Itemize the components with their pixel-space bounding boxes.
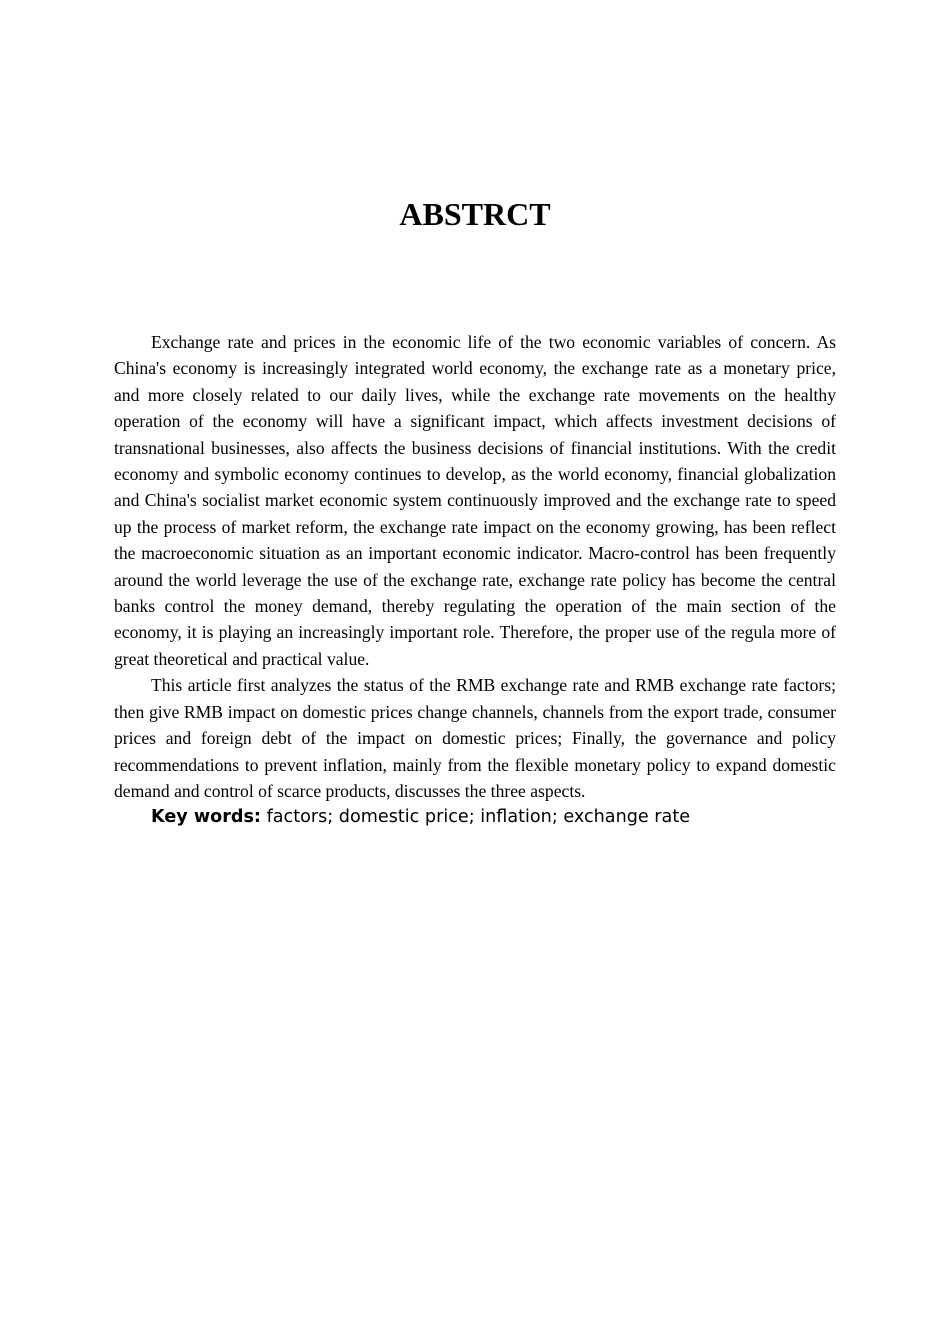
keywords-line (114, 804, 836, 830)
abstract-body (114, 329, 836, 831)
abstract-paragraph-2: This article first analyzes the status of the RMB exchange rate and RMB exchange rate factors; then give RMB impact on domestic prices change channels, channels from the export trade, consumer prices and foreign debt of the impact on domestic prices; Finally, the governance and policy recommendations to prevent inflation, mainly from the flexible monetary policy to expand domestic demand and control of scarce products, discusses the three aspects. (114, 675, 836, 801)
abstract-paragraph-1: Exchange rate and prices in the economic life of the two economic variables of concern. As China's economy is increasingly integrated world economy, the exchange rate as a monetary price, and more closely related to our daily lives, while the exchange rate movements on the healthy operation of the economy will have a significant impact, which affects investment decisions of transnational businesses, also affects the business decisions of financial institutions. With the credit economy and symbolic economy continues to develop, as the world economy, financial globalization and China's socialist market economic system continuously improved and the exchange rate to speed up the process of market reform, the exchange rate impact on the economy growing, has been reflect the macroeconomic situation as an important economic indicator. Macro-control has been frequently around the world leverage the use of the exchange rate, exchange rate policy has become the central banks control the money demand, thereby regulating the operation of the main section of the economy, it is playing an increasingly important role. Therefore, the proper use of the regula more of great theoretical and practical value. (114, 332, 836, 669)
keywords-label: Key words: (151, 807, 261, 828)
keywords-text: factors; domestic price; inflation; exchange rate (260, 807, 691, 828)
page-title: ABSTRCT (399, 196, 551, 232)
